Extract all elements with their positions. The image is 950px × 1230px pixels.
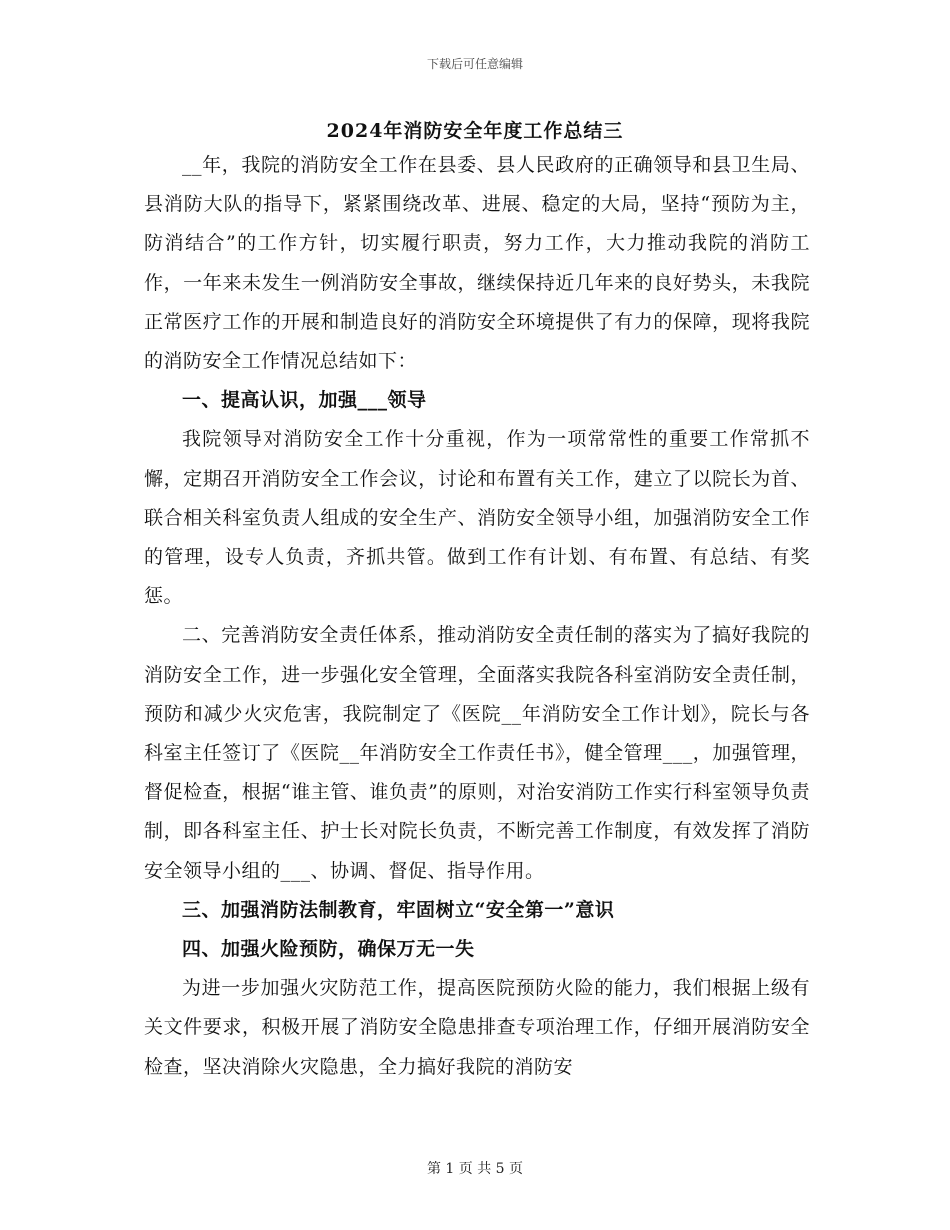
section-4-paragraph: 为进一步加强火灾防范工作，提高医院预防火险的能力，我们根据上级有关文件要求，积极开展了消防安全隐患排查专项治理工作，仔细开展消防安全检查，坚决消除火灾隐患，全力搞好我院的消防安 bbox=[144, 977, 810, 1078]
document-body bbox=[144, 146, 810, 1087]
section-heading-3: 三、加强消防法制教育，牢固树立“安全第一”意识 bbox=[182, 898, 615, 921]
document-title: 2024年消防安全年度工作总结三 bbox=[326, 120, 624, 142]
section-heading-1: 一、提高认识，加强___领导 bbox=[182, 389, 427, 412]
section-heading-4: 四、加强火险预防，确保万无一失 bbox=[182, 938, 475, 961]
header-note: 下载后可任意编辑 bbox=[426, 57, 523, 71]
section-1-paragraph: 我院领导对消防安全工作十分重视，作为一项常常性的重要工作常抓不懈，定期召开消防安全工作会议，讨论和布置有关工作，建立了以院长为首、联合相关科室负责人组成的安全生产、消防安全领导小组，加强消防安全工作的管理，设专人负责，齐抓共管。做到工作有计划、有布置、有总结、有奖惩。 bbox=[144, 428, 810, 608]
page-footer: 第 1 页 共 5 页 bbox=[426, 1161, 524, 1177]
section-2-paragraph: 二、完善消防安全责任体系，推动消防安全责任制的落实为了搞好我院的消防安全工作，进一步强化安全管理，全面落实我院各科室消防安全责任制，预防和减少火灾危害，我院制定了《医院__年消防安全工作计划》，院长与各科室主任签订了《医院__年消防安全工作责任书》，健全管理___，加强管理，督促检查，根据“谁主管、谁负责”的原则，对治安消防工作实行科室领导负责制，即各科室主任、护士长对院长负责，不断完善工作制度，有效发挥了消防安全领导小组的___、协调、督促、指导作用。 bbox=[144, 624, 810, 882]
intro-paragraph: __年，我院的消防安全工作在县委、县人民政府的正确领导和县卫生局、县消防大队的指导下，紧紧围绕改革、进展、稳定的大局，坚持“预防为主，防消结合”的工作方针，切实履行职责，努力工作，大力推动我院的消防工作，一年来未发生一例消防安全事故，继续保持近几年来的良好势头，未我院正常医疗工作的开展和制造良好的消防安全环境提供了有力的保障，现将我院的消防安全工作情况总结如下： bbox=[144, 154, 810, 373]
